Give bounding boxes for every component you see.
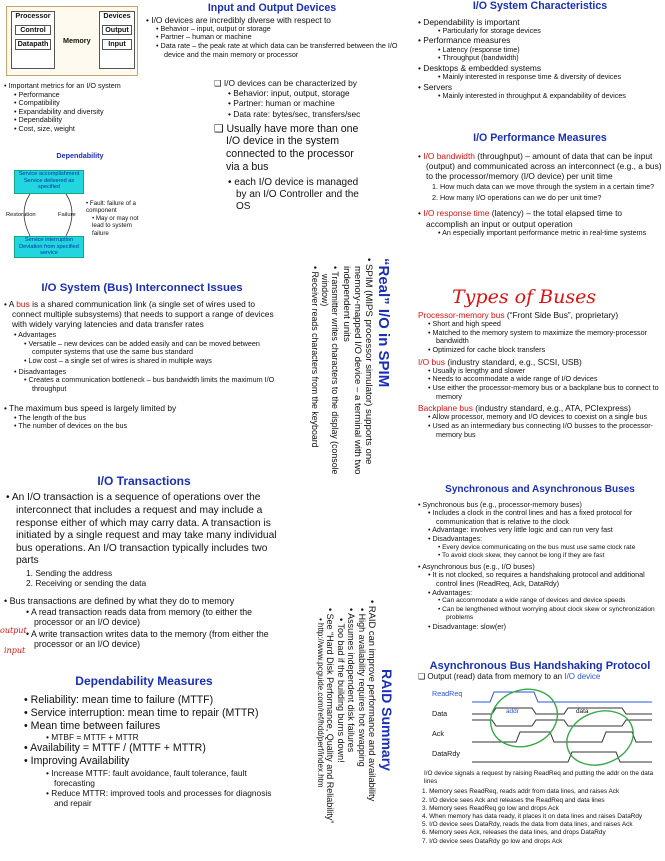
sync-section: [418, 484, 662, 632]
sync-dis: • Disadvantages:: [428, 533, 483, 543]
io-char-item: • Dependability is important: [418, 16, 520, 27]
dep-item: • Improving Availability: [24, 754, 130, 767]
io-perf-title: I/O Performance Measures: [473, 132, 607, 144]
bus-types-section: [418, 310, 662, 439]
types-of-buses-handwritten: Types of Buses: [452, 286, 597, 308]
data-label: data: [576, 708, 589, 715]
bus-adv1: • Versatile – new devices can be added easily and can be moved between computer systems that use the same bus standard: [24, 338, 260, 357]
metrics-item: • Expandability and diversity: [14, 106, 104, 116]
note-output: output: [0, 626, 27, 635]
bp-item: • Allow processor, memory and I/O devices to coexist on a single bus: [428, 412, 648, 422]
metrics-list: [4, 82, 139, 134]
devices-label: Devices: [103, 11, 131, 20]
io-devices-intro: • I/O devices are incredibly diverse with respect to: [146, 14, 331, 25]
raid-item: • Assumes independent disk failures: [346, 608, 357, 753]
spim-item: • Transmitter writes characters to the display (console window): [319, 266, 341, 475]
transactions-p2: 2. Receiving or sending the data: [26, 578, 147, 589]
async-adv: • Advantages:: [428, 587, 473, 597]
output-label: Output: [102, 25, 132, 36]
io-char-item: • Partner: human or machine: [228, 98, 335, 109]
io-char-sub: • Mainly interested in throughput & expandability of devices: [438, 90, 626, 100]
sync-dis1: • Every device communicating on the bus must use same clock rate: [438, 543, 636, 551]
bus-definition: • A bus is a shared communication link (a single set of wires used to connect multiple subsystems) that needs to support a range of devices with widely varying latencies and data transfer rates: [4, 298, 274, 329]
io-char-intro: ❑ I/O devices can be characterized by: [214, 78, 357, 88]
signal-datardy: DataRdy: [432, 749, 460, 758]
io-bus-item: • Needs to accommodate a wide range of I/O devices: [428, 374, 598, 384]
handshake-step: 1. Memory sees ReadReq, reads addr from data lines, and raises Ack: [422, 788, 620, 796]
io-devices-title: Input and Output Devices: [207, 2, 337, 14]
transactions-read: • A read transaction reads data from memory (to either the processor or an I/O device): [26, 606, 253, 627]
computer-diagram: [6, 6, 138, 76]
io-char-item: • Servers: [418, 81, 453, 92]
io-char-item: • Data rate: bytes/sec, transfers/sec: [228, 108, 361, 119]
io-bus-item: • Usually is lengthy and slower: [428, 365, 526, 375]
dep-item: • Reliability: mean time to failure (MTTF): [24, 694, 214, 707]
transactions-title: I/O Transactions: [97, 474, 191, 488]
metrics-intro: • Important metrics for an I/O system: [4, 81, 121, 90]
dep-item: • Mean time between failures: [24, 719, 161, 732]
fault-note: • Fault: failure of a component • May or may not lead to system failure: [86, 200, 139, 237]
io-char-sub: • Mainly interested in response time & diversity of devices: [438, 71, 622, 81]
handshake-step: 6. Memory sees Ack, releases the data lines, and drops DataRdy: [422, 829, 606, 837]
pm-item: • Short and high speed: [428, 319, 501, 329]
sync-bus: • Synchronous bus (e.g., processor-memory buses): [418, 499, 582, 509]
io-char-sub: • Latency (response time): [438, 44, 520, 54]
restoration-label: Restoration: [6, 212, 36, 218]
dep-item: • Service interruption: mean time to repair (MTTR): [24, 707, 259, 719]
raid-section: [276, 600, 396, 840]
dep-item: • Availability = MTTF / (MTTF + MTTR): [24, 742, 206, 755]
transactions-section: [4, 474, 284, 649]
io-char-sub: • Throughput (bandwidth): [438, 53, 519, 63]
bus-adv: • Advantages: [14, 330, 57, 340]
io-char-title: I/O System Characteristics: [472, 0, 608, 12]
spim-title: “Real” I/O in SPIM: [375, 258, 392, 388]
dep-item: • MTBF = MTTF + MTTR: [46, 732, 139, 743]
io-perf-section: [418, 132, 662, 237]
io-bandwidth: • I/O bandwidth (throughput) – amount of data that can be input (output) and communicated across an interconnect (e.g., a bus) to the processor/memory (I/O device) per unit time: [418, 150, 662, 181]
bus-max2: • The number of devices on the bus: [14, 421, 128, 431]
service-accomplishment-box: Service accomplishment Service delivered as specified: [14, 170, 84, 194]
bus-max1: • The length of the bus: [14, 412, 86, 422]
transactions-defined: • Bus transactions are defined by what they do to memory: [4, 596, 235, 607]
handshake-subtitle: ❑ Output (read) data from memory to an I/O device: [418, 671, 601, 681]
datapath-label: Datapath: [15, 39, 51, 50]
bus-adv2: • Low cost – a single set of wires is shared in multiple ways: [24, 355, 212, 365]
io-devices-item: • Partner – human or machine: [156, 32, 252, 42]
dep-measures-section: [4, 674, 284, 808]
signal-readreq: ReadReq: [432, 689, 463, 698]
handshake-step: 5. I/O device sees DataRdy, reads the data from data lines, and raises Ack: [422, 821, 633, 829]
raid-item: • See “Hard Disk Performance, Quality and Reliability”: [325, 608, 336, 824]
async-adv1: • Can accommodate a wide range of devices and device speeds: [438, 597, 626, 605]
dep-item: • Reduce MTTR: improved tools and processes for diagnosis and repair: [46, 787, 272, 809]
sync-dis2: • To avoid clock skew, they cannot be long if they are fast: [438, 552, 605, 560]
sync-title: Synchronous and Asynchronous Buses: [445, 484, 635, 495]
control-label: Control: [15, 25, 51, 36]
pm-item: • Matched to the memory system to maximize the memory-processor bandwidth: [428, 327, 648, 346]
io-char-sub: • Particularly for storage devices: [438, 25, 541, 35]
metrics-item: • Dependability: [14, 115, 63, 125]
pm-bus: Processor-memory bus (“Front Side Bus”, proprietary): [418, 310, 619, 320]
bus-max: • The maximum bus speed is largely limited by: [4, 403, 177, 414]
dep-item: • Increase MTTF: fault avoidance, fault tolerance, fault forecasting: [46, 767, 247, 788]
spim-section: [282, 258, 392, 498]
dependability-title: Dependability: [56, 151, 104, 160]
spim-item: • SPIM (MIPS processor simulator) supports one memory-mapped I/O device – a terminal with two independent units: [340, 258, 374, 475]
signal-data: Data: [432, 709, 448, 718]
handshake-intro: I/O device signals a request by raising ReadReq and putting the addr on the data lines: [424, 770, 654, 786]
metrics-item: • Cost, size, weight: [14, 123, 75, 133]
bus-issues-section: [4, 282, 280, 431]
note-input: input: [4, 646, 26, 655]
bus-dis: • Disadvantages: [14, 366, 67, 376]
async-adv2: • Can be lengthened without worrying about clock skew or synchronization problems: [438, 605, 655, 622]
timing-waveforms: [472, 688, 652, 768]
handshake-section: [418, 660, 662, 681]
metrics-item: • Compatibility: [14, 98, 60, 108]
async-bus: • Asynchronous bus (e.g., I/O buses): [418, 561, 535, 571]
io-each: • each I/O device is managed by an I/O Controller and the OS: [228, 177, 359, 213]
backplane-bus: Backplane bus (industry standard, e.g., ATA, PCIexpress): [418, 403, 631, 414]
io-rt-sub: • An especially important performance metric in real-time systems: [438, 227, 647, 237]
raid-item: • http://www.pcguide.com/ref/hdd/perf/index.htm: [315, 618, 325, 788]
raid-title: RAID Summary: [379, 669, 395, 771]
handshake-steps: [418, 770, 662, 846]
handshake-step: 3. Memory sees ReadReq go low and drops Ack: [422, 804, 559, 812]
processor-box: [11, 11, 55, 69]
processor-label: Processor: [15, 11, 51, 20]
async-dis: • Disadvantage: slow(er): [428, 621, 507, 631]
bus-dis1: • Creates a communication bottleneck – bus bandwidth limits the maximum I/O throughput: [24, 375, 275, 393]
service-interruption-box: Service interruption Deviation from specified service: [14, 236, 84, 258]
signal-ack: Ack: [432, 729, 444, 738]
sync-adv: • Advantage: involves very little logic and can run very fast: [428, 525, 613, 535]
sync-clock: • Includes a clock in the control lines and has a fixed protocol for communication that is relative to the clock: [428, 508, 633, 526]
metrics-item: • Performance: [14, 89, 60, 99]
io-perf-q1: 1. How much data can we move through the system in a certain time?: [432, 182, 655, 192]
raid-item: • Too bad if the building burns down!: [335, 618, 346, 763]
handshake-step: 7. I/O device sees DataRdy go low and drops Ack: [422, 837, 563, 845]
raid-item: • High availability requires hot swapping: [357, 608, 367, 767]
addr-label: addr: [506, 708, 519, 715]
raid-item: • RAID can improve performance and availability: [367, 600, 378, 802]
bus-issues-title: I/O System (Bus) Interconnect Issues: [41, 282, 243, 294]
io-char-item: • Desktops & embedded systems: [418, 62, 542, 73]
handshake-title: Asynchronous Bus Handshaking Protocol: [429, 660, 651, 672]
pm-item: • Optimized for cache block transfers: [428, 344, 546, 354]
handshake-step: 4. When memory has data ready, it places it on data lines and raises DataRdy: [422, 813, 643, 821]
io-response-time: • I/O response time (latency) – the total elapsed time to accomplish an input or output operation: [418, 208, 623, 229]
devices-box: [99, 11, 135, 69]
dep-measures-title: Dependability Measures: [75, 674, 213, 688]
io-char-block: [214, 78, 364, 213]
spim-item: • Receiver reads characters from the keyboard: [309, 266, 320, 448]
handshake-step: 2. I/O device sees Ack and releases the ReadReq and data lines: [422, 796, 605, 804]
io-devices-item: • Behavior – input, output or storage: [156, 23, 271, 33]
input-label: Input: [102, 39, 132, 50]
io-devices-item: • Data rate – the peak rate at which data can be transferred between the I/O device and the main memory or processor: [156, 40, 398, 59]
transactions-write: • A write transaction writes data to the memory (from either the processor or an I/O device): [26, 628, 269, 650]
timing-diagram: [432, 688, 652, 768]
failure-label: Failure: [58, 212, 76, 218]
io-bus-item: • Use either the processor-memory bus or a backplane bus to connect to memory: [428, 382, 659, 401]
io-char-item: • Behavior: input, output, storage: [228, 88, 350, 99]
io-char-section: [418, 0, 662, 128]
transactions-text: • An I/O transaction is a sequence of operations over the interconnect that includes a request and may include a response either of which may carry data. A transaction is initiated by a single request and may take many individual bus operations. An I/O transaction typically includes two parts: [6, 492, 277, 567]
io-char-item: • Performance measures: [418, 35, 511, 46]
bp-item: • Used as an intermediary bus connecting I/O busses to the processor-memory bus: [428, 420, 654, 439]
io-devices-section: [146, 2, 398, 59]
io-bus: I/O bus (industry standard, e.g., SCSI, USB): [418, 356, 582, 367]
io-usually: ❑ Usually have more than one I/O device in the system connected to the processor via a bus: [214, 122, 359, 173]
memory-label: Memory: [63, 36, 91, 45]
transactions-p1: 1. Sending the address: [26, 567, 113, 578]
io-perf-q2: 2. How many I/O operations can we do per unit time?: [432, 192, 602, 202]
async-clock: • It is not clocked, so requires a handshaking protocol and additional control lines (ReadReq, Ack, DataRdy): [428, 570, 645, 588]
